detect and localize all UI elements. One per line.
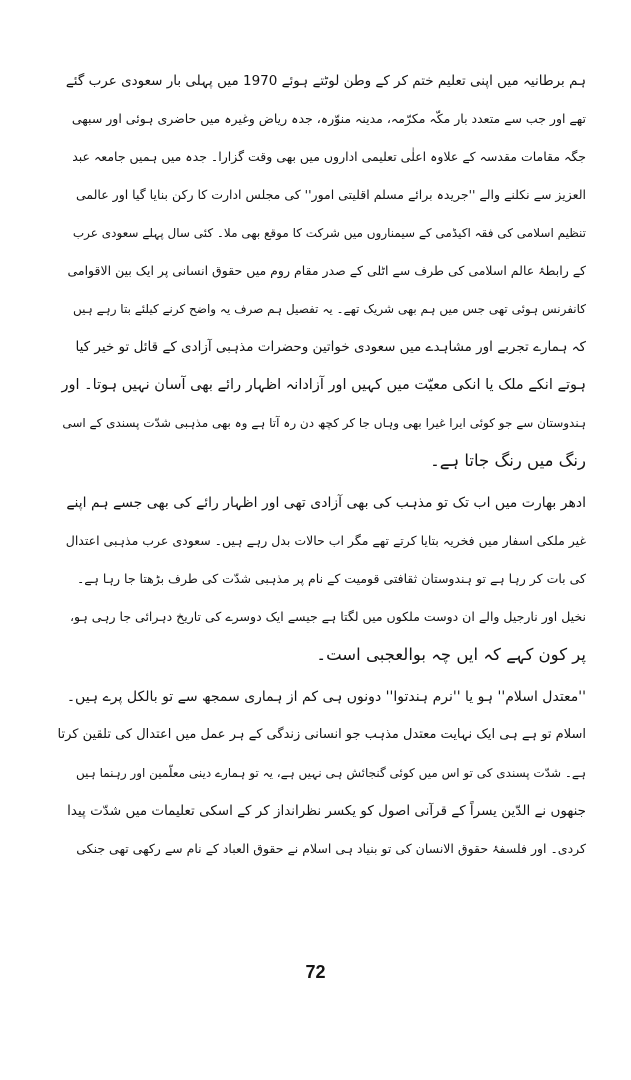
page-number: 72: [305, 962, 326, 982]
text-line: غیر ملکی اسفار میں فخریہ بتایا کرتے تھے مگر اب حالات بدل رہے ہیں۔ سعودی عرب مذہبی اعتدال: [65, 533, 586, 548]
text-line: تھے اور جب سے متعدد بار مکّہ مکرّمہ، مدینہ منوّرہ، جدہ ریاض وغیرہ میں حاضری ہوئی اور سبھی: [71, 111, 586, 126]
text-line: ہے۔ شدّت پسندی کی تو اس میں کوئی گنجائش ہی نہیں ہے، یہ تو ہمارے دینی معلّمین اور رہنما ہیں: [75, 766, 586, 780]
text-line: کے رابطۂ عالم اسلامی کی طرف سے اٹلی کے صدر مقام روم میں حقوق انسانی پر ایک بین الاقوامی: [67, 263, 586, 278]
page-body: [58, 62, 586, 868]
text-line: ہندوستان سے جو کوئی ایرا غیرا بھی وہاں جا کر کچھ دن رہ آتا ہے وہ بھی مذہبی شدّت پسندی کے اسی: [62, 416, 586, 430]
text-line: ادھر بھارت میں اب تک تو مذہب کی بھی آزادی تھی اور اظہار رائے کی بھی جسے ہم اپنے: [66, 495, 586, 511]
text-line: کہ ہمارے تجربے اور مشاہدے میں سعودی خواتین وحضرات مذہبی آزادی کے قائل تو خیر کیا: [75, 339, 586, 355]
text-line: کانفرنس ہوئی تھی جس میں ہم بھی شریک تھے۔ یہ تفصیل ہم صرف یہ واضح کرنے کیلئے بتا رہے ہیں: [73, 302, 586, 316]
text-line: پر کون کہے کہ ایں چہ بوالعجبی است۔: [316, 645, 586, 664]
text-line: ہم برطانیہ میں اپنی تعلیم ختم کر کے وطن لوٹتے ہوئے 1970 میں پہلی بار سعودی عرب گئے: [65, 73, 586, 89]
text-line: جگہ مقامات مقدسہ کے علاوہ اعلٰی تعلیمی اداروں میں بھی وقت گزارا۔ جدہ میں ہمیں جامعہ عبد: [72, 149, 586, 164]
text-line: نخیل اور نارجیل والے ان دوست ملکوں میں لگتا ہے جیسے ایک دوسرے کی تاریخ دہرائی جا رہی ہو،: [69, 609, 586, 624]
text-line: ''معتدل اسلام'' ہو یا ''نرم ہندتوا'' دونوں ہی کم از ہماری سمجھ سے تو بالکل پرے ہیں۔: [66, 689, 586, 705]
paragraph-1: [58, 62, 586, 480]
text-line: کردی۔ اور فلسفۂ حقوق الانسان کی تو بنیاد ہی اسلام نے حقوق العباد کے نام سے رکھی تھی جنکی: [76, 841, 586, 856]
paragraph-2: [58, 484, 586, 674]
text-line: جنھوں نے الدّین یسراً کے قرآنی اصول کو یکسر نظرانداز کر کے اسکی تعلیمات میں شدّت پیدا: [67, 803, 586, 819]
text-line: کی بات کر رہا ہے تو ہندوستان ثقافتی قومیت کے نام پر مذہبی شدّت کی طرف بڑھتا جا رہا ہے۔: [76, 571, 586, 586]
text-line: تنظیم اسلامی کی فقہ اکیڈمی کے سیمناروں میں شرکت کا موقع بھی ملا۔ کئی سال پہلے سعودی عرب: [72, 226, 586, 240]
text-line: العزیز سے نکلنے والے ''جریدہ برائے مسلم اقلیتی امور'' کی مجلس ادارت کا رکن بنایا گیا اور عالمی: [75, 187, 586, 202]
text-line: ہوتے انکے ملک یا انکی معیّت میں کہیں اور آزادانہ اظہار رائے بھی آسان نہیں ہوتا۔ اور: [61, 377, 586, 393]
text-line: اسلام تو ہے ہی ایک نہایت معتدل مذہب جو انسانی زندگی کے ہر عمل میں اعتدال کی تلقین کرتا: [58, 727, 586, 742]
text-line: رنگ میں رنگ جاتا ہے۔: [430, 451, 586, 470]
paragraph-3: [58, 678, 586, 868]
